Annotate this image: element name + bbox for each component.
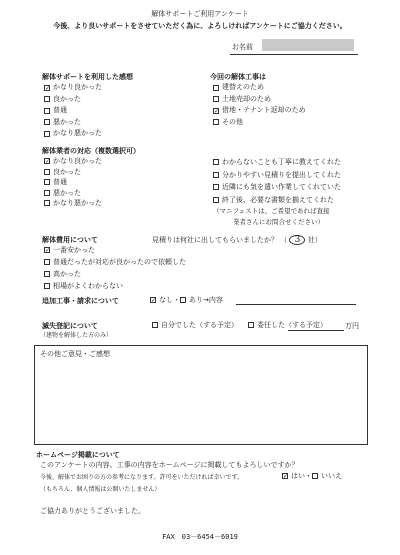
- q3-left-option-1[interactable]: [44, 167, 102, 178]
- q5-option-0-label: なし: [159, 296, 173, 304]
- q3-right-option-2-label: 近隣にも気を遣い作業してくれていた: [222, 183, 341, 191]
- q8-checkbox-0[interactable]: ✓: [283, 473, 289, 480]
- q4-checkbox-0[interactable]: ✓: [45, 247, 51, 254]
- q5-content-line: [236, 304, 356, 305]
- q3-left-checkbox-3[interactable]: [44, 190, 50, 196]
- q8-sub-note: 今後、解体でお困りの方の参考になります。許可をいただければ幸いです。: [40, 474, 244, 481]
- q3-right-option-3-label: 終了後、必要な書類を揃えてくれた: [222, 195, 334, 204]
- redacted-name: [262, 39, 354, 51]
- q2-checkbox-0[interactable]: [213, 85, 219, 91]
- q8-option-1-label: いいえ: [321, 472, 342, 480]
- q3-left-option-3-label: 悪かった: [53, 188, 81, 197]
- q5-checkbox-1[interactable]: [180, 297, 186, 303]
- q4-checkbox-3[interactable]: [44, 283, 50, 289]
- q3-right-option-0-label: わからないことも丁寧に教えてくれた: [222, 158, 341, 166]
- q2-option-3[interactable]: [213, 117, 306, 129]
- q1-options: [44, 82, 102, 140]
- q2-checkbox-1[interactable]: [213, 96, 219, 102]
- q1-option-0-label: かなり良かった: [53, 83, 102, 91]
- q2-checkbox-2[interactable]: ✓: [214, 107, 220, 115]
- q1-checkbox-2[interactable]: [44, 108, 50, 114]
- comments-box[interactable]: [34, 345, 368, 445]
- estimate-answer[interactable]: 3: [289, 235, 305, 245]
- fax-number: FAX 03－6454－6019: [162, 533, 238, 541]
- q3-right-checkbox-2[interactable]: [213, 184, 219, 190]
- q3-left-option-4-label: かなり悪かった: [53, 199, 102, 207]
- q2-options: [213, 82, 306, 128]
- q5-heading: 追加工事・請求について: [42, 297, 119, 305]
- q4-heading: 解体費用について: [42, 236, 98, 244]
- q4-option-1-label: 普通だったが対応が良かったので依頼した: [53, 258, 186, 266]
- q2-option-2[interactable]: [213, 105, 306, 117]
- q4-checkbox-2[interactable]: [44, 271, 50, 277]
- q1-option-0[interactable]: [44, 82, 102, 94]
- q5-separator: ・: [173, 296, 180, 304]
- q4-option-2[interactable]: [44, 268, 186, 280]
- survey-subtitle: 今後、より良いサポートをさせていただく為に、よろしければアンケートにご協力ください。: [53, 22, 347, 30]
- q1-checkbox-3[interactable]: [44, 119, 50, 125]
- q3-heading-text: 解体業者の対応: [42, 147, 91, 155]
- estimate-question-text: 見積りは何社に出してもらいましたか？: [152, 236, 278, 244]
- q8-option-0-label: はい: [291, 472, 305, 480]
- q3-right-option-0[interactable]: [213, 156, 341, 169]
- q6-checkbox-0[interactable]: [152, 322, 158, 328]
- estimate-unit: 社）: [307, 236, 322, 244]
- q2-option-3-label: その他: [222, 117, 243, 126]
- q3-right-checkbox-1[interactable]: [213, 172, 219, 178]
- q1-option-1-label: 良かった: [53, 94, 81, 103]
- q1-option-4-label: かなり悪かった: [53, 129, 102, 137]
- q6-note: （建物を解体した方のみ）: [40, 332, 113, 339]
- q3-left-option-2[interactable]: [44, 177, 102, 188]
- q1-option-1[interactable]: [44, 94, 102, 106]
- q5-option-1-label: あり→内容: [189, 296, 223, 304]
- q4-option-2-label: 高かった: [53, 270, 81, 278]
- q6-option-0-label: 自分でした（する予定）: [161, 321, 238, 329]
- q1-option-3[interactable]: [44, 117, 102, 129]
- q2-checkbox-3[interactable]: [213, 119, 219, 125]
- q3-left-option-0-label: かなり良かった: [53, 157, 102, 165]
- q3-heading: [42, 146, 140, 156]
- q1-checkbox-1[interactable]: [44, 96, 50, 102]
- q3-right-option-3[interactable]: [213, 194, 341, 207]
- q1-option-4[interactable]: [44, 128, 102, 140]
- q6-amount-line: [288, 330, 344, 331]
- q2-option-1[interactable]: [213, 94, 306, 106]
- q7-heading: その他ご意見・ご感想: [40, 350, 110, 358]
- q3-left-checkbox-1[interactable]: [44, 169, 50, 175]
- q3-right-checkbox-0[interactable]: [213, 159, 219, 165]
- q8-heading: ホームページ掲載について: [36, 451, 120, 459]
- q3-left-option-2-label: 普通: [53, 178, 67, 186]
- q3-left-checkbox-2[interactable]: [44, 179, 50, 185]
- thanks-text: ご協力ありがとうございました。: [40, 507, 145, 515]
- q1-checkbox-4[interactable]: [44, 131, 50, 137]
- q4-option-3-label: 相場がよくわからない: [53, 282, 123, 290]
- q8-options: [282, 470, 342, 482]
- q6-currency: 万円: [345, 322, 359, 330]
- q3-left-option-0[interactable]: [44, 156, 102, 167]
- q4-option-3[interactable]: [44, 280, 186, 292]
- manifest-note-1: （マニフェストは、ご希望であれば直接: [213, 207, 330, 215]
- q3-note: （複数選択可）: [91, 147, 140, 155]
- name-underline: [230, 54, 358, 55]
- q8-question: このアンケートの内容、工事の内容をホームページに掲載してもよろしいですか？: [40, 461, 299, 469]
- q6-heading: 滅失登記について: [42, 322, 98, 330]
- q3-left-checkbox-4[interactable]: [44, 200, 50, 206]
- survey-title: 解体サポートご利用アンケート: [151, 10, 249, 18]
- q3-right-options: [213, 156, 341, 206]
- q3-right-option-2[interactable]: [213, 181, 341, 194]
- q1-option-3-label: 悪かった: [53, 117, 81, 126]
- q4-option-0[interactable]: [44, 244, 186, 256]
- q4-option-0-label: 一番安かった: [53, 246, 95, 254]
- q3-left-options: [44, 156, 102, 209]
- q4-options: [44, 244, 186, 292]
- q1-option-2-label: 普通: [53, 106, 67, 114]
- q1-heading: 解体サポートを利用した感想: [42, 73, 133, 81]
- name-label: お名前: [232, 43, 253, 51]
- q3-left-option-3[interactable]: [44, 188, 102, 199]
- q6-checkbox-1[interactable]: [248, 322, 254, 328]
- q3-left-option-4[interactable]: [44, 198, 102, 209]
- q4-option-1[interactable]: [44, 256, 186, 268]
- q3-left-option-1-label: 良かった: [53, 167, 81, 176]
- q2-option-1-label: 土地売却のため: [222, 94, 271, 103]
- q3-right-option-1-label: 分かりやすい見積りを提出してくれた: [222, 170, 341, 179]
- q6-option-1-label: 委任した（する予定）: [257, 321, 327, 329]
- manifest-note-2: 業者さんにお問合せください）: [233, 218, 324, 226]
- q2-option-2-label: 借地・テナント返却のため: [222, 106, 306, 114]
- q5-options: [150, 294, 223, 306]
- q8-separator: ・: [305, 472, 312, 480]
- q2-option-0-label: 建替えのため: [222, 83, 264, 91]
- q8-checkbox-1[interactable]: [312, 473, 318, 479]
- q8-privacy-note: （もちろん、個人情報は公開いたしません）: [40, 486, 161, 493]
- q4-checkbox-1[interactable]: [44, 259, 50, 265]
- q3-right-checkbox-3[interactable]: [213, 197, 219, 203]
- q3-right-option-1[interactable]: [213, 169, 341, 182]
- q1-checkbox-0[interactable]: ✓: [45, 84, 51, 92]
- q5-checkbox-0[interactable]: ✓: [151, 297, 157, 304]
- q3-left-checkbox-0[interactable]: ✓: [45, 158, 51, 166]
- estimate-open: （: [280, 236, 288, 244]
- q1-option-2[interactable]: [44, 105, 102, 117]
- q2-heading: 今回の解体工事は: [210, 73, 266, 81]
- q2-option-0[interactable]: [213, 82, 306, 94]
